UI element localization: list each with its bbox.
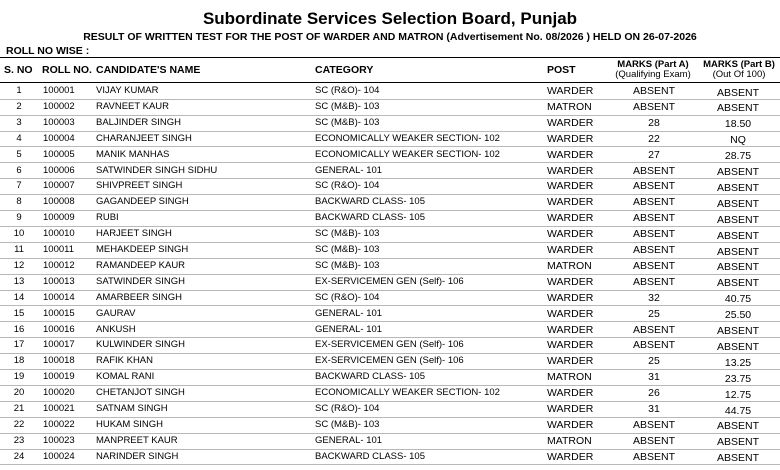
cell-post: WARDER [547, 339, 594, 352]
cell-sno: 4 [16, 132, 22, 144]
cell-part-b: 40.75 [724, 293, 752, 306]
cell-name: MANPREET KAUR [96, 434, 178, 446]
cell-part-b: 13.25 [724, 356, 752, 369]
page-subtitle: RESULT OF WRITTEN TEST FOR THE POST OF WARDER AND MATRON (Advertisement No. 08/2026 ) HELD ON 26-07-2026 [83, 31, 697, 43]
cell-part-b: NQ [730, 134, 746, 147]
cell-post: MATRON [547, 259, 592, 272]
cell-part-b: ABSENT [716, 181, 759, 194]
col-header-part-b-sub: (Out Of 100) [712, 69, 766, 80]
cell-name: AMARBEER SINGH [96, 291, 183, 303]
table-row [0, 306, 780, 323]
col-header-part-b-title: MARKS (Part B) [703, 59, 775, 70]
col-header-part-a [606, 60, 700, 80]
cell-name: GAURAV [96, 307, 136, 319]
cell-roll: 100019 [43, 371, 75, 383]
cell-part-b: ABSENT [716, 420, 759, 433]
cell-sno: 8 [16, 196, 22, 208]
cell-category: SC (R&O)- 104 [315, 85, 380, 96]
cell-name: RAMANDEEP KAUR [96, 259, 186, 271]
cell-name: HARJEET SINGH [96, 228, 172, 240]
cell-post: MATRON [547, 100, 592, 113]
cell-post: WARDER [547, 85, 594, 97]
cell-name: RAFIK KHAN [96, 355, 154, 367]
cell-roll: 100014 [43, 291, 75, 303]
cell-sno: 5 [16, 148, 22, 160]
cell-roll: 100018 [43, 355, 75, 367]
cell-sno: 14 [13, 291, 25, 303]
cell-name: SATWINDER SINGH SIDHU [96, 164, 218, 176]
cell-part-b: 12.75 [724, 388, 752, 401]
cell-category: GENERAL- 101 [315, 164, 383, 176]
cell-sno: 11 [14, 244, 24, 255]
table-row [0, 242, 780, 259]
page-title: Subordinate Services Selection Board, Punjab [202, 9, 578, 28]
table-row [0, 226, 780, 243]
cell-sno: 15 [13, 307, 25, 319]
table-row [0, 449, 780, 466]
cell-sno: 20 [13, 387, 25, 399]
cell-post: WARDER [547, 244, 594, 256]
cell-sno: 1 [16, 85, 22, 96]
cell-category: ECONOMICALLY WEAKER SECTION- 102 [315, 148, 500, 160]
cell-part-a: ABSENT [632, 180, 675, 193]
cell-post: WARDER [547, 228, 594, 241]
cell-part-a: ABSENT [632, 228, 675, 241]
cell-name: VIJAY KUMAR [96, 85, 159, 96]
cell-part-b: ABSENT [716, 197, 759, 210]
cell-post: MATRON [547, 371, 592, 384]
cell-name: KOMAL RANI [96, 371, 155, 383]
col-header-sno: S. NO [4, 64, 33, 76]
cell-part-a: ABSENT [632, 450, 675, 463]
cell-category: SC (M&B)- 103 [315, 244, 380, 255]
cell-part-b: 44.75 [724, 404, 752, 417]
cell-name: KULWINDER SINGH [96, 339, 186, 351]
cell-post: WARDER [547, 450, 594, 463]
table-row [0, 369, 780, 386]
cell-post: WARDER [547, 116, 594, 129]
cell-roll: 100020 [43, 387, 75, 399]
cell-category: BACKWARD CLASS- 105 [315, 450, 425, 462]
cell-category: SC (M&B)- 103 [315, 100, 380, 112]
cell-post: WARDER [547, 387, 594, 400]
table-row [0, 210, 780, 227]
cell-part-b: ABSENT [716, 452, 759, 465]
col-header-part-a-sub: (Qualifying Exam) [615, 69, 691, 80]
cell-part-a: ABSENT [632, 339, 675, 352]
cell-sno: 18 [13, 355, 25, 367]
cell-sno: 3 [16, 116, 22, 128]
cell-name: GAGANDEEP SINGH [96, 196, 189, 208]
cell-part-a: 25 [648, 307, 660, 320]
roll-no-wise-label: ROLL NO WISE : [6, 45, 90, 57]
col-header-part-b [700, 60, 778, 80]
cell-sno: 9 [16, 212, 22, 224]
cell-sno: 13 [13, 275, 25, 287]
cell-name: BALJINDER SINGH [96, 116, 181, 128]
col-header-post: POST [547, 64, 576, 76]
cell-name: HUKAM SINGH [96, 418, 164, 430]
cell-part-a: ABSENT [632, 259, 675, 272]
cell-part-a: 27 [648, 148, 660, 161]
table-row [0, 115, 780, 132]
cell-post: MATRON [547, 434, 592, 447]
cell-name: SHIVPREET SINGH [96, 180, 183, 192]
cell-roll: 100022 [43, 418, 75, 430]
cell-part-a: 28 [648, 116, 660, 129]
cell-post: WARDER [547, 323, 594, 336]
cell-part-b: ABSENT [716, 245, 759, 258]
cell-category: SC (R&O)- 104 [315, 403, 380, 414]
cell-category: BACKWARD CLASS- 105 [315, 196, 425, 208]
cell-sno: 10 [13, 228, 25, 240]
cell-category: SC (R&O)- 104 [315, 180, 380, 192]
cell-category: SC (M&B)- 103 [315, 418, 380, 430]
cell-name: NARINDER SINGH [96, 450, 179, 462]
cell-name: RUBI [96, 212, 119, 224]
cell-post: WARDER [547, 132, 594, 145]
cell-roll: 100003 [43, 116, 75, 128]
cell-name: MEHAKDEEP SINGH [96, 244, 189, 255]
cell-roll: 100006 [43, 164, 75, 176]
cell-name: SATNAM SINGH [96, 403, 168, 414]
cell-post: WARDER [547, 403, 594, 415]
cell-part-a: 32 [648, 291, 660, 304]
cell-sno: 23 [13, 434, 25, 446]
cell-post: WARDER [547, 196, 594, 209]
cell-part-a: ABSENT [632, 196, 675, 209]
cell-part-b: 23.75 [724, 372, 752, 385]
cell-roll: 100012 [43, 259, 75, 271]
cell-sno: 24 [13, 450, 25, 462]
cell-part-b: 18.50 [724, 118, 752, 131]
cell-post: WARDER [547, 291, 594, 304]
cell-sno: 16 [13, 323, 25, 335]
cell-part-b: 28.75 [724, 150, 752, 163]
cell-name: MANIK MANHAS [96, 148, 170, 160]
cell-post: WARDER [547, 180, 594, 193]
cell-post: WARDER [547, 164, 594, 177]
col-header-part-a-title: MARKS (Part A) [617, 59, 689, 70]
cell-part-a: 22 [648, 132, 660, 145]
cell-category: EX-SERVICEMEN GEN (Self)- 106 [315, 339, 464, 351]
cell-roll: 100002 [43, 100, 75, 112]
cell-part-b: ABSENT [716, 325, 759, 337]
cell-sno: 22 [13, 418, 25, 430]
cell-part-a: 31 [648, 371, 660, 384]
cell-part-b: ABSENT [716, 102, 759, 115]
cell-part-a: ABSENT [632, 244, 675, 256]
cell-part-b: ABSENT [716, 277, 759, 290]
cell-category: SC (M&B)- 103 [315, 228, 380, 240]
cell-category: GENERAL- 101 [315, 307, 383, 319]
cell-part-b: ABSENT [716, 86, 759, 99]
cell-part-a: ABSENT [632, 434, 675, 447]
cell-sno: 6 [16, 164, 22, 176]
cell-category: GENERAL- 101 [315, 323, 383, 335]
cell-post: WARDER [547, 212, 594, 225]
cell-roll: 100017 [43, 339, 75, 351]
table-row [0, 83, 780, 100]
table-row [0, 417, 780, 434]
table-row [0, 131, 780, 148]
table-row [0, 433, 780, 450]
cell-part-a: 25 [648, 355, 660, 368]
cell-part-b: ABSENT [716, 166, 759, 178]
cell-roll: 100008 [43, 196, 75, 208]
table-row [0, 353, 780, 370]
cell-part-b: 25.50 [724, 309, 752, 322]
cell-name: ANKUSH [96, 323, 136, 335]
cell-part-b: ABSENT [716, 436, 759, 449]
table-row [0, 163, 780, 180]
col-header-name: CANDIDATE'S NAME [96, 64, 201, 76]
cell-category: ECONOMICALLY WEAKER SECTION- 102 [315, 132, 500, 144]
cell-sno: 21 [13, 403, 25, 414]
cell-sno: 7 [16, 180, 22, 192]
cell-part-b: ABSENT [716, 261, 759, 274]
cell-name: CHETANJOT SINGH [96, 387, 185, 399]
cell-post: WARDER [547, 355, 594, 368]
cell-part-a: ABSENT [632, 212, 675, 225]
cell-post: WARDER [547, 148, 594, 161]
cell-sno: 2 [16, 100, 22, 112]
table-row [0, 385, 780, 402]
cell-part-a: ABSENT [632, 100, 675, 113]
cell-post: WARDER [547, 418, 594, 431]
cell-post: WARDER [547, 307, 594, 320]
table-row [0, 401, 780, 418]
cell-sno: 17 [13, 339, 25, 351]
cell-category: GENERAL- 101 [315, 434, 383, 446]
cell-part-a: ABSENT [632, 85, 675, 97]
cell-category: SC (M&B)- 103 [315, 116, 380, 128]
cell-category: BACKWARD CLASS- 105 [315, 371, 425, 383]
cell-part-b: ABSENT [716, 229, 759, 242]
cell-roll: 100024 [43, 450, 75, 462]
cell-roll: 100009 [43, 212, 75, 224]
cell-roll: 100004 [43, 132, 75, 144]
table-row [0, 178, 780, 195]
cell-roll: 100011 [43, 244, 74, 255]
table-row [0, 274, 780, 291]
table-row [0, 194, 780, 211]
cell-part-a: ABSENT [632, 275, 675, 288]
cell-roll: 100007 [43, 180, 75, 192]
cell-part-a: ABSENT [632, 164, 675, 177]
cell-part-b: ABSENT [716, 340, 759, 353]
cell-category: EX-SERVICEMEN GEN (Self)- 106 [315, 355, 464, 367]
table-row [0, 322, 780, 339]
col-header-roll: ROLL NO. [42, 64, 92, 76]
table-row [0, 258, 780, 275]
cell-post: WARDER [547, 275, 594, 288]
cell-part-a: ABSENT [632, 418, 675, 431]
cell-sno: 19 [13, 371, 25, 383]
cell-category: ECONOMICALLY WEAKER SECTION- 102 [315, 387, 500, 399]
cell-part-a: 31 [648, 403, 660, 415]
cell-name: RAVNEET KAUR [96, 100, 170, 112]
cell-category: EX-SERVICEMEN GEN (Self)- 106 [315, 275, 464, 287]
cell-roll: 100015 [43, 307, 75, 319]
cell-roll: 100021 [43, 403, 75, 414]
cell-part-a: 26 [648, 387, 660, 400]
cell-roll: 100023 [43, 434, 75, 446]
cell-part-a: ABSENT [632, 323, 675, 336]
cell-roll: 100013 [43, 275, 75, 287]
cell-roll: 100001 [43, 85, 75, 96]
table-row [0, 290, 780, 307]
cell-name: CHARANJEET SINGH [96, 132, 192, 144]
cell-roll: 100005 [43, 148, 75, 160]
cell-category: BACKWARD CLASS- 105 [315, 212, 425, 224]
col-header-category: CATEGORY [315, 64, 374, 76]
table-row [0, 99, 780, 116]
cell-sno: 12 [13, 259, 25, 271]
cell-category: SC (M&B)- 103 [315, 259, 380, 271]
cell-name: SATWINDER SINGH [96, 275, 186, 287]
cell-category: SC (R&O)- 104 [315, 291, 380, 303]
table-row [0, 147, 780, 164]
cell-part-b: ABSENT [716, 213, 759, 226]
cell-roll: 100016 [43, 323, 75, 335]
cell-roll: 100010 [43, 228, 75, 240]
table-top-rule [0, 57, 780, 58]
table-row [0, 337, 780, 354]
